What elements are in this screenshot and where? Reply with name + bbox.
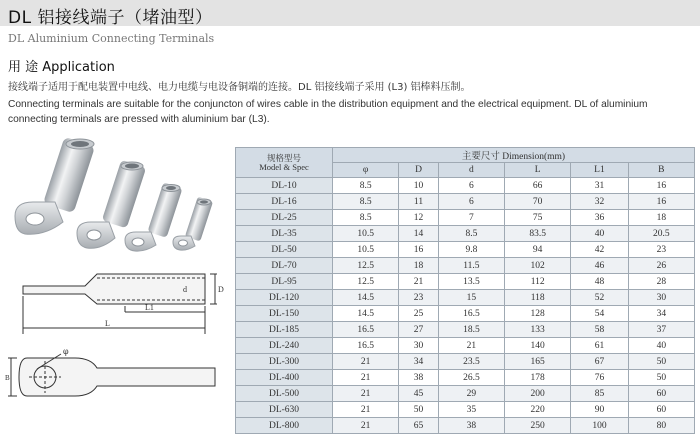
model-cell: DL-120	[236, 290, 333, 306]
value-cell: 31	[571, 178, 628, 194]
dimension-header: 主要尺寸 Dimension(mm)	[333, 148, 695, 163]
value-cell: 58	[571, 322, 628, 338]
application-heading: 用 途 Application	[8, 60, 115, 75]
value-cell: 16	[628, 194, 694, 210]
value-cell: 61	[571, 338, 628, 354]
value-cell: 38	[399, 370, 438, 386]
value-cell: 65	[399, 418, 438, 434]
value-cell: 11.5	[438, 258, 504, 274]
value-cell: 6	[438, 194, 504, 210]
model-cell: DL-10	[236, 178, 333, 194]
value-cell: 12.5	[333, 258, 399, 274]
value-cell: 50	[628, 354, 694, 370]
model-cell: DL-500	[236, 386, 333, 402]
value-cell: 18.5	[438, 322, 504, 338]
table-row	[236, 322, 695, 338]
value-cell: 29	[438, 386, 504, 402]
value-cell: 26	[628, 258, 694, 274]
value-cell: 21	[333, 386, 399, 402]
value-cell: 40	[571, 226, 628, 242]
value-cell: 6	[438, 178, 504, 194]
value-cell: 18	[628, 210, 694, 226]
product-photo	[5, 138, 230, 253]
col-header: B	[628, 163, 694, 178]
table-row	[236, 210, 695, 226]
value-cell: 23	[399, 290, 438, 306]
value-cell: 50	[628, 370, 694, 386]
table-row	[236, 258, 695, 274]
value-cell: 16.5	[333, 338, 399, 354]
value-cell: 40	[628, 338, 694, 354]
value-cell: 23	[628, 242, 694, 258]
table-row	[236, 226, 695, 242]
model-cell: DL-400	[236, 370, 333, 386]
value-cell: 133	[505, 322, 571, 338]
value-cell: 90	[571, 402, 628, 418]
model-cell: DL-16	[236, 194, 333, 210]
value-cell: 7	[438, 210, 504, 226]
value-cell: 83.5	[505, 226, 571, 242]
value-cell: 178	[505, 370, 571, 386]
value-cell: 10.5	[333, 226, 399, 242]
col-header: L	[505, 163, 571, 178]
table-header-row	[236, 148, 695, 163]
value-cell: 25	[399, 306, 438, 322]
value-cell: 75	[505, 210, 571, 226]
model-cell: DL-630	[236, 402, 333, 418]
col-header: d	[438, 163, 504, 178]
value-cell: 11	[399, 194, 438, 210]
value-cell: 8.5	[333, 210, 399, 226]
value-cell: 30	[628, 290, 694, 306]
model-spec-header: 规格型号 Model & Spec	[236, 148, 333, 178]
model-cell: DL-70	[236, 258, 333, 274]
value-cell: 12.5	[333, 274, 399, 290]
value-cell: 200	[505, 386, 571, 402]
model-cell: DL-25	[236, 210, 333, 226]
label-L: L	[105, 319, 110, 328]
application-text-cn: 接线端子适用于配电装置中电线、电力电缆与电设备铜端的连接。DL 铝接线端子采用 (L3) 铝棒料压制。	[8, 82, 471, 93]
table-row	[236, 354, 695, 370]
value-cell: 60	[628, 402, 694, 418]
model-cell: DL-150	[236, 306, 333, 322]
value-cell: 16.5	[438, 306, 504, 322]
value-cell: 165	[505, 354, 571, 370]
value-cell: 45	[399, 386, 438, 402]
value-cell: 16.5	[333, 322, 399, 338]
value-cell: 85	[571, 386, 628, 402]
value-cell: 250	[505, 418, 571, 434]
table-row	[236, 242, 695, 258]
value-cell: 12	[399, 210, 438, 226]
label-D: D	[218, 285, 224, 294]
table-row	[236, 306, 695, 322]
top-view-drawing	[5, 340, 230, 440]
value-cell: 67	[571, 354, 628, 370]
value-cell: 23.5	[438, 354, 504, 370]
page-subtitle: DL Aluminium Connecting Terminals	[8, 32, 215, 45]
value-cell: 21	[333, 418, 399, 434]
value-cell: 21	[333, 354, 399, 370]
table-row	[236, 370, 695, 386]
value-cell: 21	[333, 370, 399, 386]
value-cell: 14.5	[333, 290, 399, 306]
lug-smallest	[173, 197, 213, 251]
value-cell: 118	[505, 290, 571, 306]
value-cell: 112	[505, 274, 571, 290]
model-cell: DL-35	[236, 226, 333, 242]
value-cell: 26.5	[438, 370, 504, 386]
value-cell: 30	[399, 338, 438, 354]
value-cell: 10	[399, 178, 438, 194]
value-cell: 8.5	[333, 194, 399, 210]
value-cell: 35	[438, 402, 504, 418]
value-cell: 140	[505, 338, 571, 354]
value-cell: 80	[628, 418, 694, 434]
col-header: L1	[571, 163, 628, 178]
table-row	[236, 386, 695, 402]
model-cell: DL-240	[236, 338, 333, 354]
value-cell: 100	[571, 418, 628, 434]
model-cell: DL-300	[236, 354, 333, 370]
label-phi: φ	[63, 347, 69, 356]
value-cell: 32	[571, 194, 628, 210]
value-cell: 21	[333, 402, 399, 418]
value-cell: 20.5	[628, 226, 694, 242]
value-cell: 76	[571, 370, 628, 386]
page-title: DL 铝接线端子（堵油型）	[8, 8, 213, 28]
value-cell: 94	[505, 242, 571, 258]
value-cell: 10.5	[333, 242, 399, 258]
table-row	[236, 338, 695, 354]
value-cell: 46	[571, 258, 628, 274]
label-L1: L1	[145, 303, 154, 312]
model-cell: DL-800	[236, 418, 333, 434]
model-cell: DL-50	[236, 242, 333, 258]
value-cell: 16	[399, 242, 438, 258]
value-cell: 8.5	[333, 178, 399, 194]
value-cell: 38	[438, 418, 504, 434]
value-cell: 128	[505, 306, 571, 322]
value-cell: 70	[505, 194, 571, 210]
application-text-en: Connecting terminals are suitable for the conjuncton of wires cable in the distribution equipment and the electrical equipment. DL of aluminium connecting terminals are pressed with aluminium bar (L3).	[8, 99, 648, 125]
side-view-drawing	[5, 262, 230, 337]
value-cell: 14.5	[333, 306, 399, 322]
value-cell: 21	[438, 338, 504, 354]
value-cell: 102	[505, 258, 571, 274]
value-cell: 15	[438, 290, 504, 306]
value-cell: 34	[399, 354, 438, 370]
value-cell: 16	[628, 178, 694, 194]
table-row	[236, 194, 695, 210]
label-d: d	[183, 285, 187, 294]
value-cell: 36	[571, 210, 628, 226]
value-cell: 9.8	[438, 242, 504, 258]
value-cell: 37	[628, 322, 694, 338]
value-cell: 50	[399, 402, 438, 418]
label-B: B	[5, 374, 10, 382]
value-cell: 14	[399, 226, 438, 242]
lug-large	[15, 138, 95, 234]
value-cell: 27	[399, 322, 438, 338]
table-row	[236, 178, 695, 194]
value-cell: 21	[399, 274, 438, 290]
col-header: φ	[333, 163, 399, 178]
value-cell: 8.5	[438, 226, 504, 242]
value-cell: 60	[628, 386, 694, 402]
value-cell: 28	[628, 274, 694, 290]
table-row	[236, 418, 695, 434]
value-cell: 34	[628, 306, 694, 322]
value-cell: 13.5	[438, 274, 504, 290]
value-cell: 48	[571, 274, 628, 290]
spec-table	[235, 147, 695, 434]
value-cell: 220	[505, 402, 571, 418]
value-cell: 42	[571, 242, 628, 258]
table-row	[236, 290, 695, 306]
value-cell: 52	[571, 290, 628, 306]
value-cell: 54	[571, 306, 628, 322]
value-cell: 66	[505, 178, 571, 194]
table-row	[236, 274, 695, 290]
col-header: D	[399, 163, 438, 178]
value-cell: 18	[399, 258, 438, 274]
table-row	[236, 402, 695, 418]
model-cell: DL-95	[236, 274, 333, 290]
model-cell: DL-185	[236, 322, 333, 338]
